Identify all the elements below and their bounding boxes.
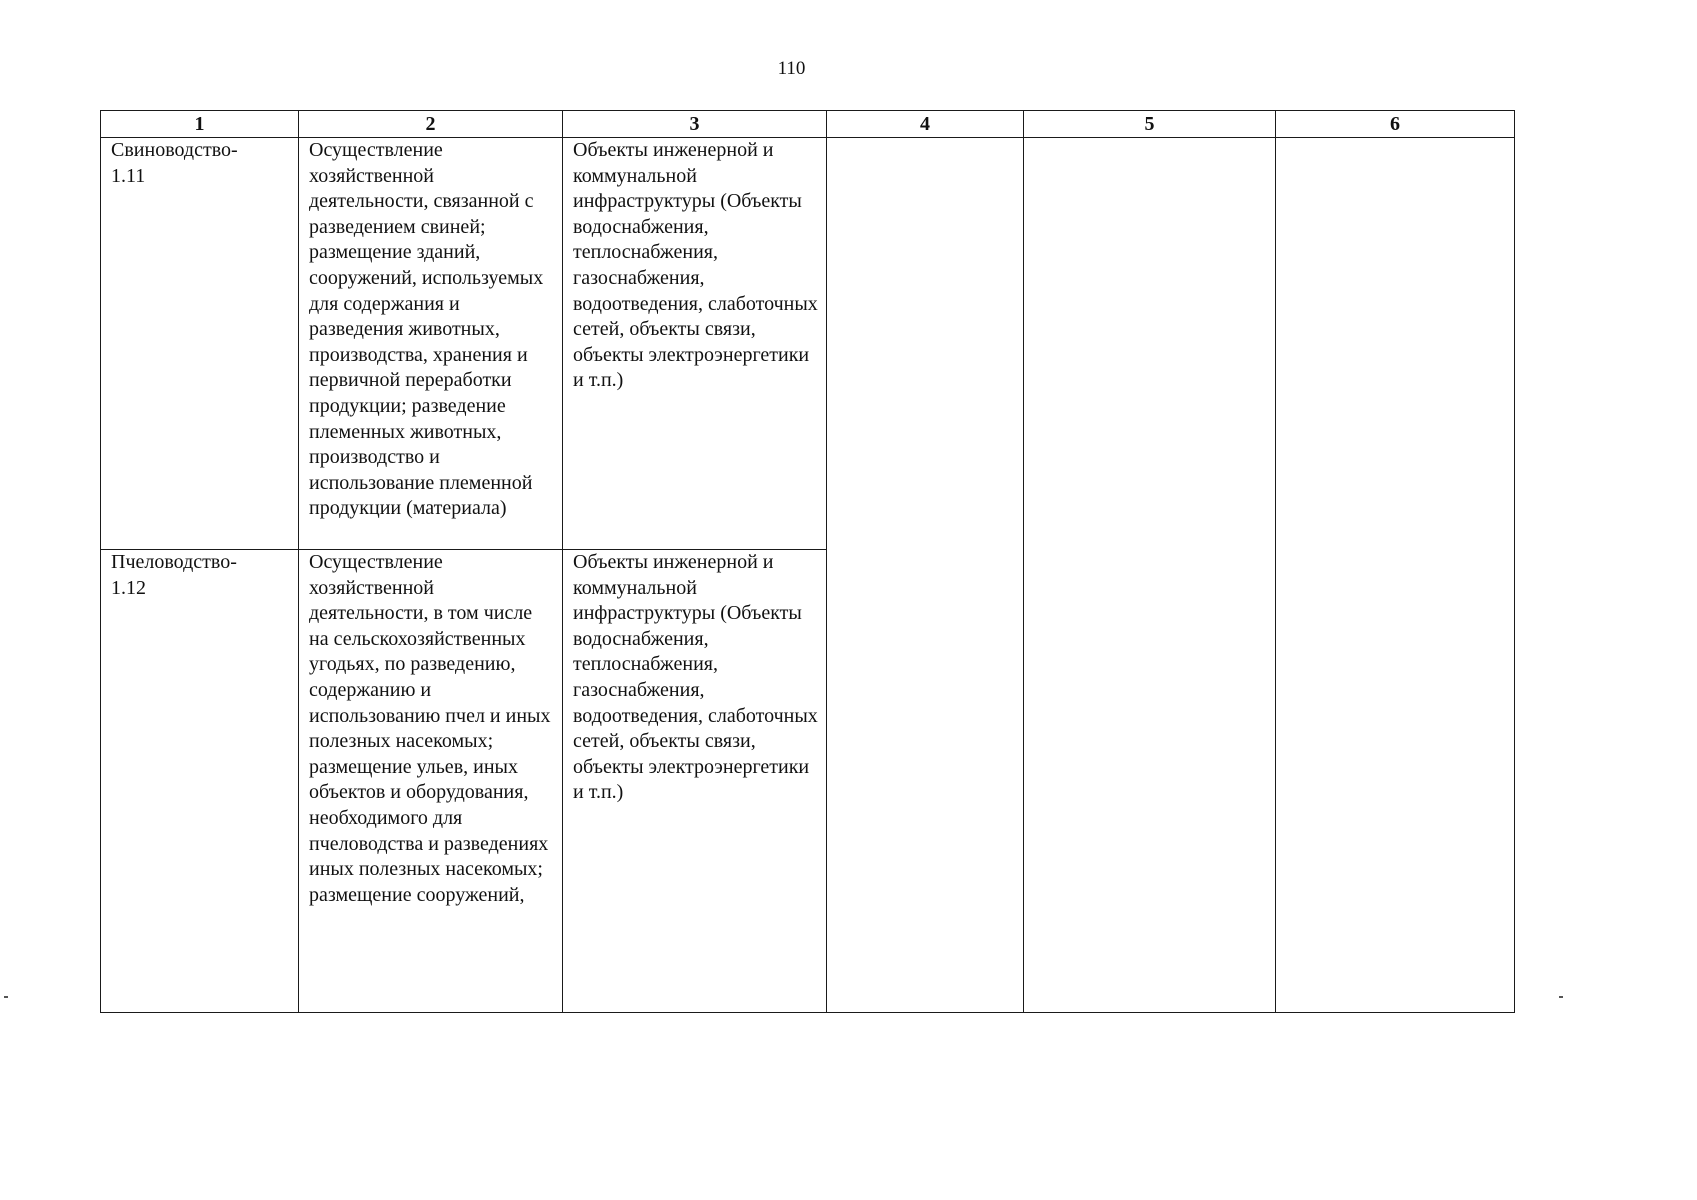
column-header: 2: [299, 111, 563, 138]
table-row: [101, 138, 1515, 550]
empty-cell-col5: [1024, 138, 1276, 1013]
scan-mark-left: [4, 996, 8, 998]
scan-mark-right: [1559, 996, 1563, 998]
land-use-table: [100, 110, 1515, 1013]
objects-cell: [563, 550, 827, 1013]
column-header: 6: [1276, 111, 1515, 138]
use-type-name: Свиноводство- 1.11: [111, 139, 238, 187]
empty-cell-col4: [827, 138, 1024, 1013]
column-header: 3: [563, 111, 827, 138]
permitted-objects: Объекты инженерной и коммунальной инфраструктуры (Объекты водоснабжения, теплоснабжения, газоснабжения, водоотведения, слаботочных сетей, объекты связи, объекты электроэнергетики и т.п.): [573, 139, 818, 392]
objects-cell: [563, 138, 827, 550]
column-header: 4: [827, 111, 1024, 138]
permitted-objects: Объекты инженерной и коммунальной инфраструктуры (Объекты водоснабжения, теплоснабжения, газоснабжения, водоотведения, слаботочных сетей, объекты связи, объекты электроэнергетики и т.п.): [573, 551, 818, 804]
description-cell: [299, 550, 563, 1013]
column-header: 1: [101, 111, 299, 138]
empty-cell-col6: [1276, 138, 1515, 1013]
use-type-description: Осуществление хозяйственной деятельности, в том числе на сельскохозяйственных угодьях, по разведению, содержанию и использованию пчел и иных полезных насекомых; размещение ульев, иных объектов и оборудования, необходимого для пчеловодства и разведениях иных полезных насекомых; размещение сооружений,: [309, 551, 551, 906]
use-type-description: Осуществление хозяйственной деятельности, связанной с разведением свиней; размещение зданий, сооружений, используемых для содержания и разведения животных, производства, хранения и первичной переработки продукции; разведение племенных животных, производство и использование племенной продукции (материала): [309, 139, 544, 520]
use-type-cell: [101, 138, 299, 550]
table-header-row: [101, 111, 1515, 138]
use-type-cell: [101, 550, 299, 1013]
column-header: 5: [1024, 111, 1276, 138]
description-cell: [299, 138, 563, 550]
page-number: 110: [777, 58, 806, 79]
use-type-name: Пчеловодство- 1.12: [111, 551, 237, 599]
